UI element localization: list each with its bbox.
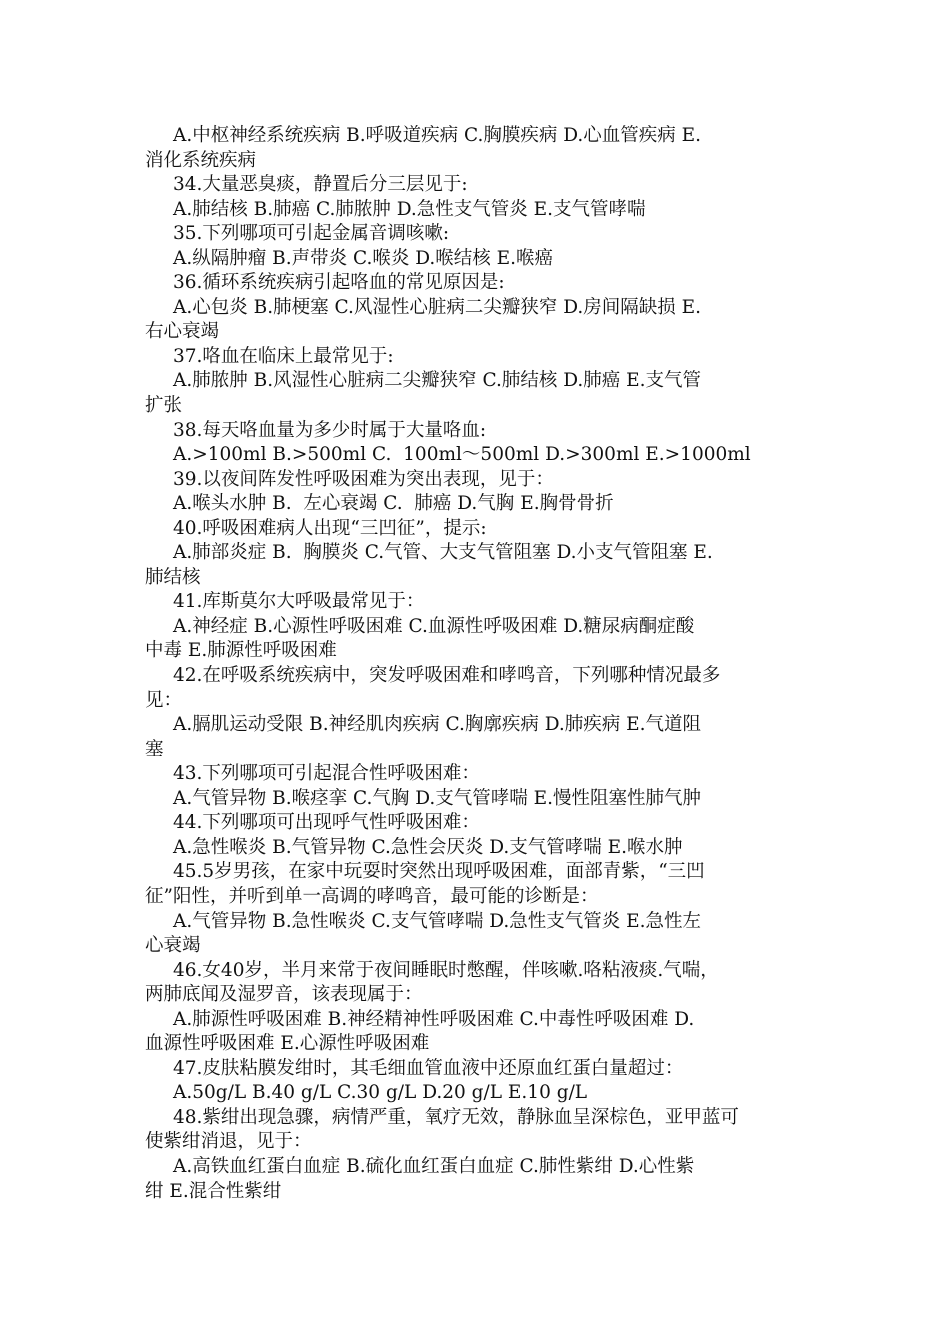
text-line: 48.紫绀出现急骤，病情严重，氧疗无效，静脉血呈深棕色，亚甲蓝可 — [173, 1106, 739, 1128]
text-line: 消化系统疾病 — [145, 149, 257, 171]
text-line: A.50g/L B.40 g/L C.30 g/L D.20 g/L E.10 g/L — [173, 1082, 588, 1104]
text-line: 征”阳性，并听到单一高调的哮鸣音，最可能的诊断是： — [145, 885, 599, 907]
document-page — [145, 124, 813, 1204]
text-line: A.气管异物 B.急性喉炎 C.支气管哮喘 D.急性支气管炎 E.急性左 — [173, 910, 702, 932]
text-line: 血源性呼吸困难 E.心源性呼吸困难 — [145, 1033, 430, 1055]
text-line: 使紫绀消退，见于： — [145, 1131, 312, 1153]
text-line: 两肺底闻及湿罗音，该表现属于： — [145, 984, 423, 1006]
text-line: A.肺结核 B.肺癌 C.肺脓肿 D.急性支气管炎 E.支气管哮喘 — [173, 198, 646, 220]
text-line: 40.呼吸困难病人出现“三凹征”，提示: — [173, 517, 487, 539]
text-line: 41.库斯莫尔大呼吸最常见于： — [173, 591, 425, 613]
text-line: A.膈肌运动受限 B.神经肌肉疾病 C.胸廓疾病 D.肺疾病 E.气道阻 — [173, 714, 702, 736]
text-line: 扩张 — [145, 395, 183, 417]
text-line: A.心包炎 B.肺梗塞 C.风湿性心脏病二尖瓣狭窄 D.房间隔缺损 E. — [173, 296, 702, 318]
text-line: A.肺脓肿 B.风湿性心脏病二尖瓣狭窄 C.肺结核 D.肺癌 E.支气管 — [173, 370, 702, 392]
text-line: 44.下列哪项可出现呼气性呼吸困难： — [173, 812, 480, 834]
text-line: A.肺部炎症 B. 胸膜炎 C.气管、大支气管阻塞 D.小支气管阻塞 E. — [173, 542, 713, 564]
text-line: A.中枢神经系统疾病 B.呼吸道疾病 C.胸膜疾病 D.心血管疾病 E. — [173, 125, 702, 146]
text-line: 42.在呼吸系统疾病中，突发呼吸困难和哮鸣音，下列哪种情况最多 — [173, 665, 721, 687]
text-line: A.急性喉炎 B.气管异物 C.急性会厌炎 D.支气管哮喘 E.喉水肿 — [173, 836, 683, 858]
text-line: 39.以夜间阵发性呼吸困难为突出表现，见于： — [173, 468, 554, 490]
text-line: 35.下列哪项可引起金属音调咳嗽: — [173, 223, 450, 245]
text-line: 37.咯血在临床上最常见于: — [173, 345, 394, 367]
text-line: A.喉头水肿 B. 左心衰竭 C. 肺癌 D.气胸 E.胸骨骨折 — [173, 493, 614, 515]
text-line: 46.女40岁，半月来常于夜间睡眠时憋醒，伴咳嗽.咯粘液痰.气喘， — [173, 959, 719, 981]
text-line: 47.皮肤粘膜发绀时，其毛细血管血液中还原血红蛋白量超过： — [173, 1057, 684, 1079]
text-line: 38.每天咯血量为多少时属于大量咯血: — [173, 419, 487, 441]
text-line: A.神经症 B.心源性呼吸困难 C.血源性呼吸困难 D.糖尿病酮症酸 — [173, 615, 695, 637]
text-line: 右心衰竭 — [145, 321, 220, 343]
text-line: 34.大量恶臭痰，静置后分三层见于: — [173, 174, 468, 196]
text-line: 绀 E.混合性紫绀 — [145, 1180, 282, 1202]
text-line: 心衰竭 — [145, 935, 201, 957]
text-line: A.高铁血红蛋白血症 B.硫化血红蛋白血症 C.肺性紫绀 D.心性紫 — [173, 1155, 695, 1177]
text-line: 塞 — [145, 738, 164, 760]
text-line: 肺结核 — [145, 566, 201, 588]
text-line: 43.下列哪项可引起混合性呼吸困难： — [173, 763, 480, 785]
text-line: 36.循环系统疾病引起咯血的常见原因是: — [173, 272, 505, 294]
text-line: A.气管异物 B.喉痉挛 C.气胸 D.支气管哮喘 E.慢性阻塞性肺气肿 — [173, 787, 702, 809]
text-line: A.>100ml B.>500ml C. 100ml～500ml D.>300ml E.>1000ml — [173, 444, 751, 466]
text-line: 见： — [145, 689, 183, 711]
text-line: 中毒 E.肺源性呼吸困难 — [145, 640, 337, 662]
text-line: 45.5岁男孩，在家中玩耍时突然出现呼吸困难，面部青紫，“三凹 — [173, 861, 705, 883]
text-line: A.纵隔肿瘤 B.声带炎 C.喉炎 D.喉结核 E.喉癌 — [173, 247, 554, 269]
text-line: A.肺源性呼吸困难 B.神经精神性呼吸困难 C.中毒性呼吸困难 D. — [173, 1008, 695, 1030]
